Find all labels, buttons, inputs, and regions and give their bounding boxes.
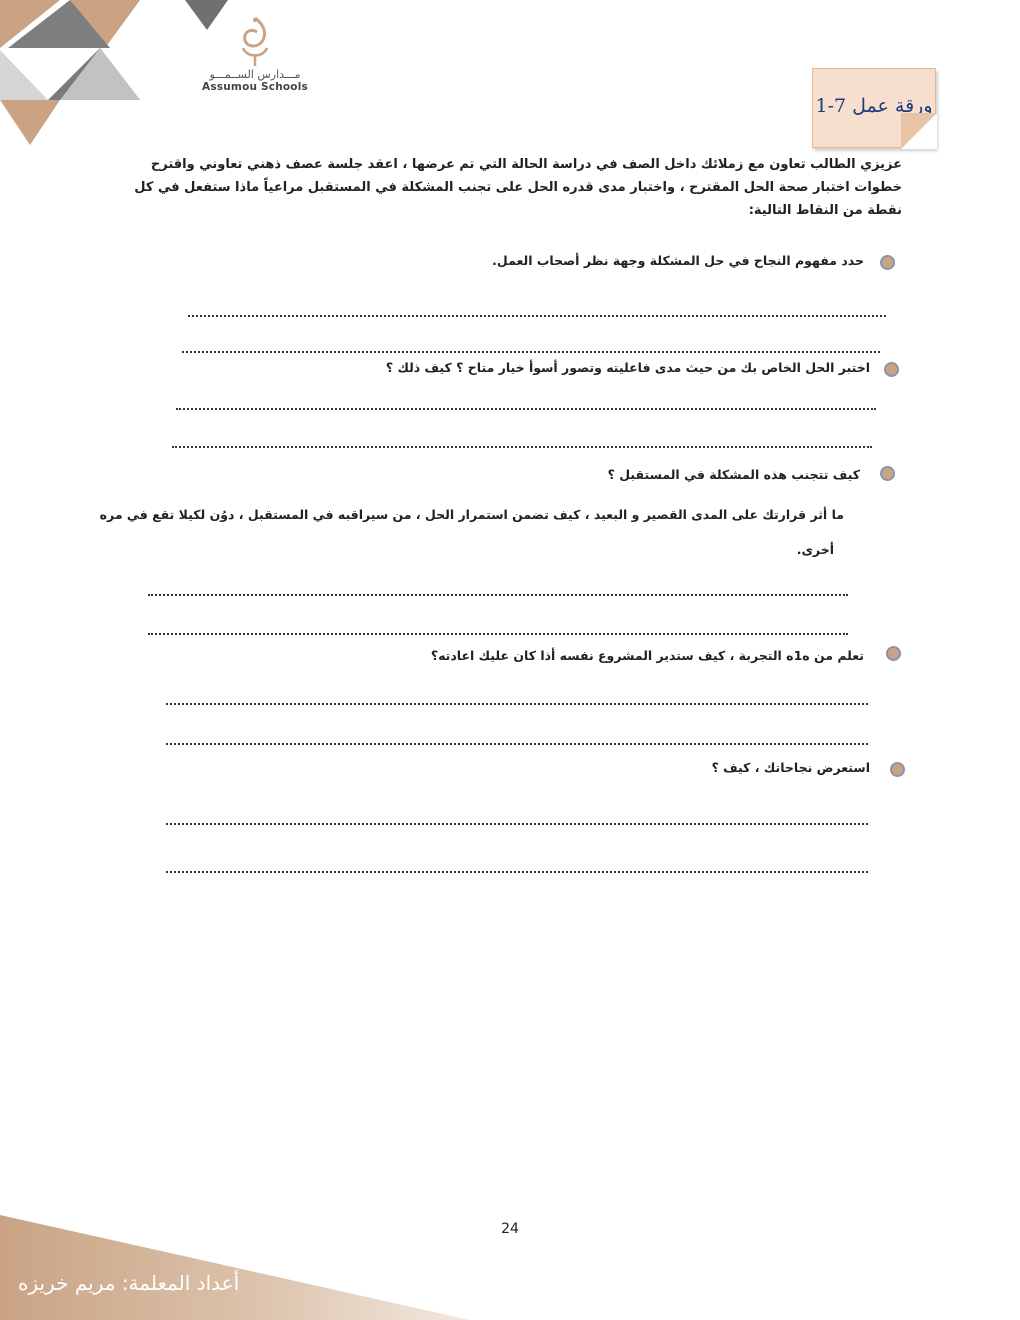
question-4: تعلم من ه1ه التجربة ، كيف ستدير المشروع نفسه أذا كان عليك اعادته؟ (430, 648, 864, 663)
answer-line[interactable] (176, 407, 876, 410)
answer-line[interactable] (188, 314, 886, 317)
page-fold-decoration (901, 113, 937, 149)
answer-line[interactable] (166, 742, 868, 745)
question-3-detail-continued: أخرى. (796, 542, 834, 557)
answer-line[interactable] (166, 822, 868, 825)
calligraphy-logo-icon (233, 14, 277, 68)
answer-line[interactable] (148, 593, 848, 596)
bullet-icon (886, 646, 901, 661)
intro-paragraph: عزيزي الطالب تعاون مع زملائك داخل الصف في دراسة الحالة التي تم عرضها ، اعقد جلسة عصف ذهني تعاوني واقترح خطوات اختبار صحة الحل المقترح ، واختبار مدى قدره الحل على تجنب المشكلة في المستقبل مراعياً ماذا ستفعل في كل نقطة من النقاط التالية: (134, 157, 902, 218)
school-name-arabic: مـــدارس الســمـــو (209, 68, 301, 81)
question-1: حدد مفهوم النجاح في حل المشكلة وجهة نظر أصحاب العمل. (492, 253, 864, 268)
answer-line[interactable] (182, 350, 880, 353)
worksheet-title: ورقة عمل 7-1 (815, 95, 933, 117)
bullet-icon (884, 362, 899, 377)
school-name-english: Assumou Schools (202, 81, 308, 93)
answer-line[interactable] (166, 702, 868, 705)
bullet-icon (890, 762, 905, 777)
prepared-by-label: أعداد المعلمة: مريم خريزه (18, 1271, 240, 1295)
footer-decoration (0, 1215, 1020, 1320)
question-5: استعرض نجاحاتك ، كيف ؟ (711, 760, 870, 775)
answer-line[interactable] (148, 632, 848, 635)
answer-line[interactable] (166, 870, 868, 873)
worksheet-title-card (812, 68, 936, 148)
bullet-icon (880, 466, 895, 481)
question-3: كيف تتجنب هذه المشكلة في المستقبل ؟ (607, 467, 860, 482)
school-logo (200, 14, 310, 106)
question-3-detail: ما أثر قرارتك على المدى القصير و البعيد ، كيف تضمن استمرار الحل ، من سيراقبه في المستقبل ، دوُن لكيلا تقع في مره (99, 507, 844, 522)
bullet-icon (880, 255, 895, 270)
question-2: اختبر الحل الخاص بك من حيث مدى فاعليته وتصور أسوأ خيار متاح ؟ كيف ذلك ؟ (385, 360, 870, 375)
page-number: 24 (501, 1221, 519, 1237)
answer-line[interactable] (172, 445, 872, 448)
